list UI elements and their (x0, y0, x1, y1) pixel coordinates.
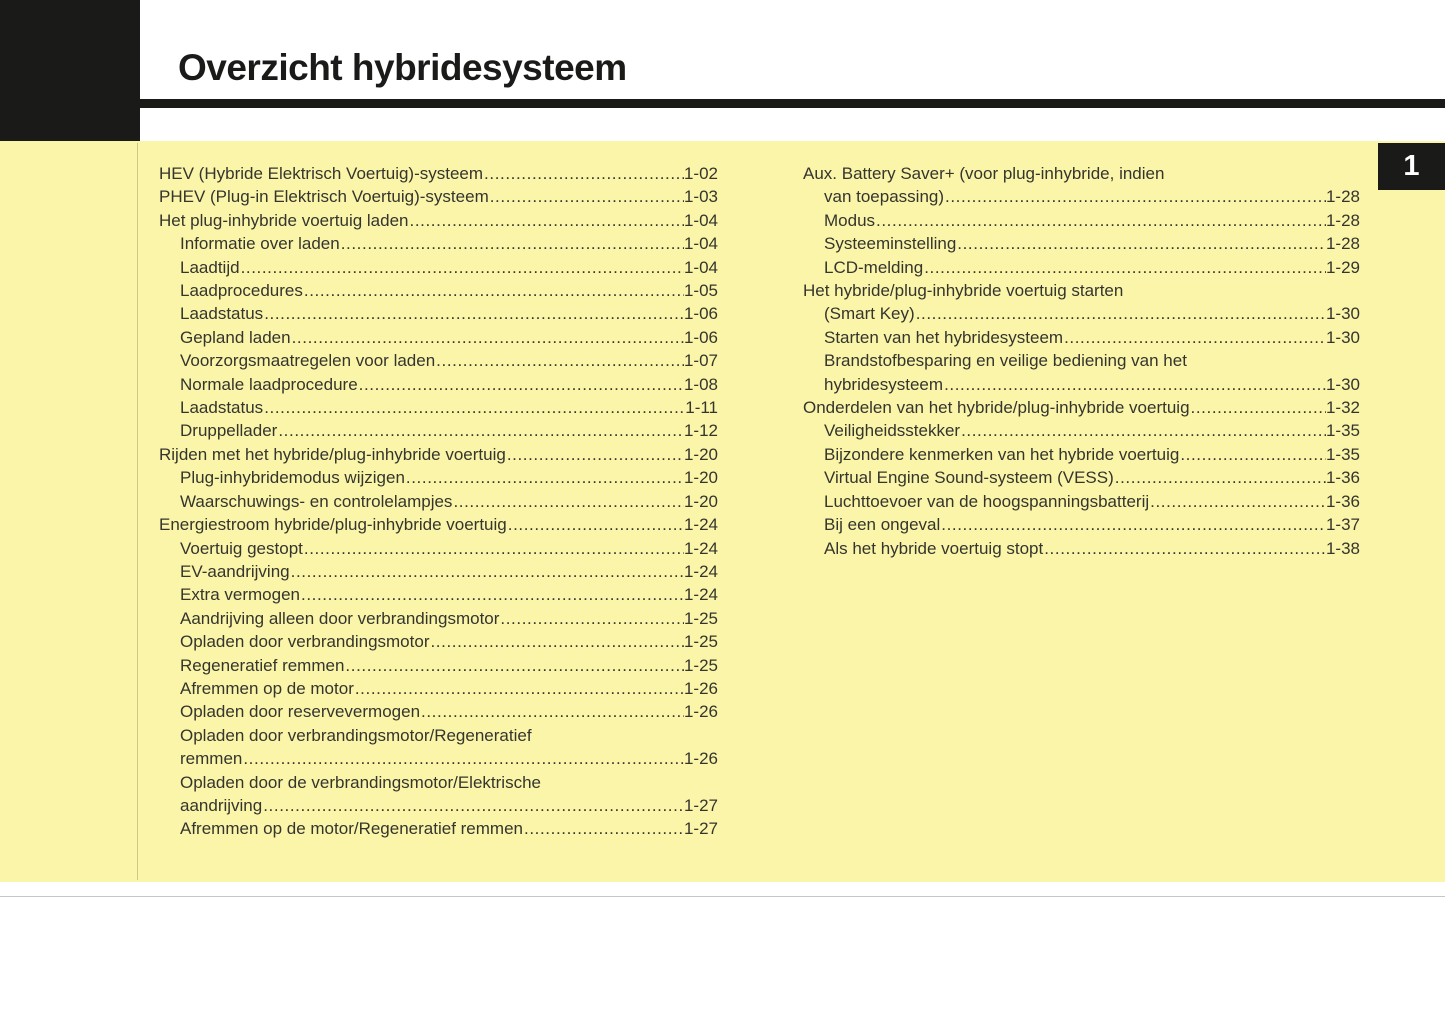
toc-entry-text: Modus (824, 210, 876, 230)
toc-page-number: 1-20 (683, 444, 718, 464)
toc-entry-text: Opladen door reservevermogen (180, 702, 421, 722)
dot-leader (405, 466, 684, 489)
toc-entry (159, 209, 718, 232)
dot-leader (875, 209, 1326, 232)
toc-entry-text: Onderdelen van het hybride/plug-inhybride voertuig (803, 398, 1190, 418)
toc-entry (803, 232, 1360, 255)
dot-leader (290, 560, 684, 583)
dot-leader (420, 700, 684, 723)
chapter-number-tab (1378, 143, 1445, 190)
dot-leader (940, 513, 1326, 536)
dot-leader (483, 162, 684, 185)
footer-rule (0, 896, 1445, 897)
toc-page-number: 1-20 (683, 468, 718, 488)
toc-entry-text: Voorzorgsmaatregelen voor laden (180, 351, 436, 371)
toc-entry-text: aandrijving (180, 795, 263, 815)
dot-leader (303, 279, 684, 302)
toc-entry (159, 349, 718, 372)
toc-entry-text: PHEV (Plug-in Elektrisch Voertuig)-systeem (159, 187, 489, 207)
dot-leader (523, 817, 684, 840)
dot-leader (242, 747, 684, 770)
toc-page-number: 1-36 (1325, 491, 1360, 511)
dot-leader (1190, 396, 1326, 419)
toc-entry (803, 443, 1360, 466)
dot-leader (340, 232, 684, 255)
toc-page-number: 1-38 (1325, 538, 1360, 558)
corner-black-block (0, 0, 140, 141)
toc-entry (803, 302, 1360, 325)
content-area (0, 141, 1445, 882)
toc-entry (159, 373, 718, 396)
toc-page-number: 1-24 (683, 585, 718, 605)
toc-entry (159, 724, 718, 747)
toc-page-number: 1-35 (1325, 421, 1360, 441)
toc-page-number: 1-20 (683, 491, 718, 511)
toc-entry (159, 419, 718, 442)
toc-page-number: 1-27 (683, 819, 718, 839)
dot-leader (923, 256, 1326, 279)
dot-leader (1149, 490, 1326, 513)
toc-entry (159, 771, 718, 794)
toc-entry-text: Extra vermogen (180, 585, 300, 605)
margin-divider-line (137, 143, 138, 880)
toc-entry-text: Waarschuwings- en controlelampjes (180, 491, 453, 511)
toc-page-number: 1-25 (683, 632, 718, 652)
toc-entry-text: Brandstofbesparing en veilige bediening van het (824, 351, 1187, 371)
dot-leader (506, 443, 684, 466)
toc-page-number: 1-24 (683, 538, 718, 558)
toc-entry-text: Laadstatus (180, 304, 264, 324)
toc-page-number: 1-35 (1325, 444, 1360, 464)
toc-entry-text: Opladen door verbrandingsmotor (180, 632, 430, 652)
toc-entry-text: Aandrijving alleen door verbrandingsmotor (180, 608, 500, 628)
dot-leader (277, 419, 684, 442)
toc-entry-text: Laadprocedures (180, 281, 303, 301)
toc-entry (159, 466, 718, 489)
toc-page-number: 1-27 (683, 795, 718, 815)
toc-entry-text: Voertuig gestopt (180, 538, 303, 558)
toc-page-number: 1-30 (1325, 374, 1360, 394)
toc-page-number: 1-04 (683, 210, 718, 230)
dot-leader (1179, 443, 1326, 466)
toc-page-number: 1-26 (683, 678, 718, 698)
toc-entry-text: LCD-melding (824, 257, 924, 277)
toc-entry (803, 513, 1360, 536)
toc-entry-text: HEV (Hybride Elektrisch Voertuig)-systeem (159, 164, 484, 183)
toc-page-number: 1-36 (1325, 468, 1360, 488)
toc-entry (159, 279, 718, 302)
dot-leader (1114, 466, 1326, 489)
toc-entry (159, 490, 718, 513)
toc-entry (159, 607, 718, 630)
toc-entry-text: Systeeminstelling (824, 234, 957, 254)
page-title: Overzicht hybridesysteem (178, 47, 627, 88)
toc-entry-text: Aux. Battery Saver+ (voor plug-inhybride, indien (803, 164, 1165, 183)
toc-entry-text: Laadtijd (180, 257, 240, 277)
toc-entry-text: Het hybride/plug-inhybride voertuig starten (803, 281, 1124, 301)
toc-left-column (159, 162, 718, 841)
toc-entry-text: (Smart Key) (824, 304, 915, 324)
toc-page-number: 1-28 (1325, 210, 1360, 230)
dot-leader (435, 349, 684, 372)
toc-page-number: 1-25 (683, 608, 718, 628)
toc-entry-text: Virtual Engine Sound-systeem (VESS) (824, 468, 1114, 488)
toc-page-number: 1-30 (1325, 304, 1360, 324)
toc-page-number: 1-03 (683, 187, 718, 207)
toc-page-number: 1-32 (1325, 398, 1360, 418)
toc-entry (803, 185, 1360, 208)
toc-entry (159, 537, 718, 560)
toc-entry (159, 185, 718, 208)
toc-page-number: 1-07 (683, 351, 718, 371)
toc-entry (159, 326, 718, 349)
toc-entry (803, 537, 1360, 560)
toc-entry-text: Bij een ongeval (824, 515, 941, 535)
toc-page-number: 1-29 (1325, 257, 1360, 277)
toc-page-number: 1-04 (683, 234, 718, 254)
toc-entry-text: Plug-inhybridemodus wijzigen (180, 468, 405, 488)
toc-entry (803, 349, 1360, 372)
dot-leader (956, 232, 1326, 255)
dot-leader (291, 326, 684, 349)
toc-entry-text: Energiestroom hybride/plug-inhybride voertuig (159, 515, 507, 535)
toc-entry (159, 302, 718, 325)
toc-entry-text: hybridesysteem (824, 374, 944, 394)
toc-page-number: 1-08 (683, 374, 718, 394)
dot-leader (358, 373, 684, 396)
toc-entry (159, 677, 718, 700)
toc-entry (159, 560, 718, 583)
toc-entry-text: van toepassing) (824, 187, 945, 207)
toc-entry (803, 490, 1360, 513)
dot-leader (943, 373, 1326, 396)
toc-entry-text: Opladen door de verbrandingsmotor/Elektrische (180, 772, 541, 792)
toc-entry (803, 326, 1360, 349)
dot-leader (429, 630, 683, 653)
dot-leader (915, 302, 1326, 325)
toc-entry (159, 162, 718, 185)
toc-entry (159, 256, 718, 279)
toc-page-number: 1-28 (1325, 187, 1360, 207)
toc-entry (159, 443, 718, 466)
toc-page-number: 1-11 (685, 398, 718, 418)
toc-entry-text: Gepland laden (180, 327, 291, 347)
toc-page-number: 1-26 (683, 702, 718, 722)
toc-page-number: 1-30 (1325, 327, 1360, 347)
dot-leader (263, 396, 685, 419)
toc-entry-text: Regeneratief remmen (180, 655, 345, 675)
toc-entry-text: Druppellader (180, 421, 278, 441)
toc-entry (159, 654, 718, 677)
dot-leader (409, 209, 684, 232)
dot-leader (944, 185, 1326, 208)
toc-entry (803, 162, 1360, 185)
toc-page-number: 1-06 (683, 304, 718, 324)
toc-right-column (803, 162, 1360, 560)
toc-entry-text: Veiligheidsstekker (824, 421, 961, 441)
toc-entry (159, 396, 718, 419)
toc-entry-text: Rijden met het hybride/plug-inhybride voertuig (159, 444, 506, 464)
toc-page-number: 1-26 (683, 749, 718, 769)
toc-entry-text: Opladen door verbrandingsmotor/Regeneratief (180, 725, 532, 745)
toc-page-number: 1-37 (1325, 515, 1360, 535)
dot-leader (507, 513, 684, 536)
toc-entry-text: Starten van het hybridesysteem (824, 327, 1064, 347)
dot-leader (300, 583, 684, 606)
toc-entry (159, 747, 718, 770)
dot-leader (263, 302, 684, 325)
toc-entry (159, 513, 718, 536)
toc-entry (803, 419, 1360, 442)
toc-page-number: 1-02 (683, 164, 718, 183)
toc-entry (159, 583, 718, 606)
dot-leader (1043, 537, 1326, 560)
toc-entry-text: Als het hybride voertuig stopt (824, 538, 1044, 558)
toc-entry-text: Afremmen op de motor/Regeneratief remmen (180, 819, 523, 839)
toc-entry (159, 817, 718, 840)
toc-page-number: 1-12 (683, 421, 718, 441)
toc-entry (159, 700, 718, 723)
title-rule (140, 99, 1445, 108)
toc-page-number: 1-25 (683, 655, 718, 675)
toc-page-number: 1-28 (1325, 234, 1360, 254)
toc-entry (159, 630, 718, 653)
toc-entry-text: EV-aandrijving (180, 561, 290, 581)
dot-leader (489, 185, 684, 208)
dot-leader (240, 256, 684, 279)
toc-entry (159, 232, 718, 255)
toc-entry-text: remmen (180, 749, 243, 769)
toc-entry-text: Laadstatus (180, 398, 264, 418)
toc-entry-text: Het plug-inhybride voertuig laden (159, 210, 409, 230)
toc-entry (159, 794, 718, 817)
dot-leader (960, 419, 1326, 442)
toc-page-number: 1-24 (683, 561, 718, 581)
toc-entry (803, 209, 1360, 232)
dot-leader (344, 654, 684, 677)
toc-entry-text: Normale laadprocedure (180, 374, 358, 394)
toc-entry-text: Bijzondere kenmerken van het hybride voertuig (824, 444, 1180, 464)
toc-page-number: 1-24 (683, 515, 718, 535)
dot-leader (354, 677, 684, 700)
dot-leader (262, 794, 684, 817)
dot-leader (452, 490, 684, 513)
toc-entry (803, 396, 1360, 419)
toc-entry-text: Luchttoevoer van de hoogspanningsbatterij (824, 491, 1150, 511)
dot-leader (1063, 326, 1326, 349)
dot-leader (303, 537, 684, 560)
dot-leader (499, 607, 684, 630)
toc-entry-text: Afremmen op de motor (180, 678, 354, 698)
toc-entry (803, 466, 1360, 489)
toc-entry (803, 279, 1360, 302)
toc-page-number: 1-05 (683, 281, 718, 301)
toc-entry-text: Informatie over laden (180, 234, 340, 254)
toc-entry (803, 373, 1360, 396)
toc-page-number: 1-04 (683, 257, 718, 277)
chapter-number: 1 (1403, 150, 1420, 182)
toc-page-number: 1-06 (683, 327, 718, 347)
toc-entry (803, 256, 1360, 279)
